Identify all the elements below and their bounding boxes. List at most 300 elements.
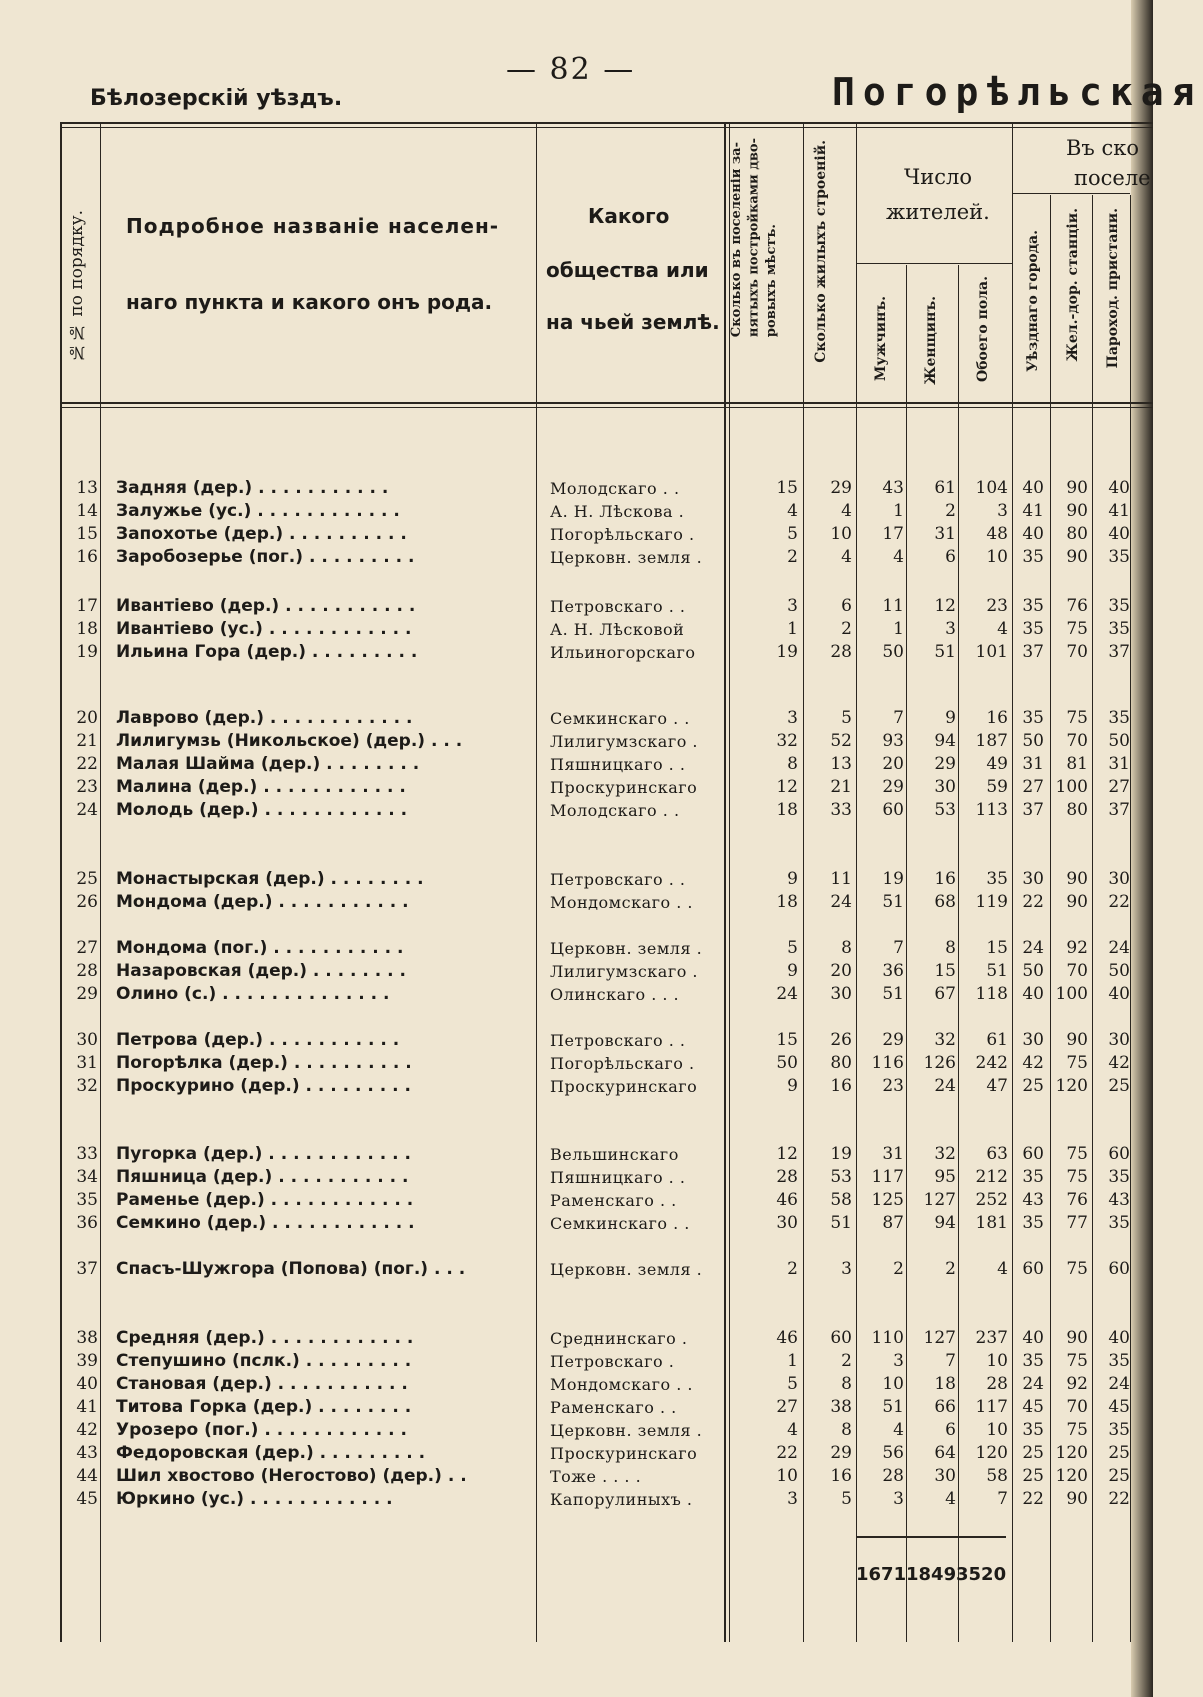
row-number: 15 xyxy=(76,524,98,544)
row-number: 14 xyxy=(76,501,98,521)
dist-pier: 22 xyxy=(1108,892,1130,912)
households: 30 xyxy=(776,1213,798,1233)
men: 4 xyxy=(893,547,904,567)
total: 119 xyxy=(975,892,1008,912)
dist-station: 75 xyxy=(1066,1167,1088,1187)
table-row xyxy=(0,1029,1153,1052)
row-number: 35 xyxy=(76,1190,98,1210)
table-row xyxy=(0,1419,1153,1442)
dist-pier: 30 xyxy=(1108,869,1130,889)
dist-town: 60 xyxy=(1022,1259,1044,1279)
top-rule-thin xyxy=(60,127,1153,128)
row-number: 31 xyxy=(76,1053,98,1073)
households: 24 xyxy=(776,984,798,1004)
men: 29 xyxy=(882,777,904,797)
row-number: 36 xyxy=(76,1213,98,1233)
dist-station: 90 xyxy=(1066,1489,1088,1509)
settlement-name: Запохотье (дер.) . . . . . . . . . . xyxy=(116,524,407,544)
table-row xyxy=(0,1488,1153,1511)
dist-station: 92 xyxy=(1066,938,1088,958)
dist-station: 76 xyxy=(1066,596,1088,616)
table-row xyxy=(0,1189,1153,1212)
community-name: Молодскаго . . xyxy=(550,801,680,820)
header-rule xyxy=(60,402,1153,404)
households: 12 xyxy=(776,777,798,797)
totals-row xyxy=(0,1564,1153,1594)
table-row xyxy=(0,1350,1153,1373)
community-name: Проскуринскаго xyxy=(550,1444,698,1463)
total: 10 xyxy=(986,1420,1008,1440)
women: 2 xyxy=(945,501,956,521)
women: 18 xyxy=(934,1374,956,1394)
households: 10 xyxy=(776,1466,798,1486)
dist-town: 37 xyxy=(1022,800,1044,820)
dist-town: 35 xyxy=(1022,596,1044,616)
dist-town: 35 xyxy=(1022,547,1044,567)
dist-station: 100 xyxy=(1055,777,1088,797)
row-number: 37 xyxy=(76,1259,98,1279)
dist-station: 75 xyxy=(1066,1420,1088,1440)
total: 61 xyxy=(986,1030,1008,1050)
households: 1 xyxy=(787,619,798,639)
women: 29 xyxy=(934,754,956,774)
header-name-1: Подробное названіе населен- xyxy=(126,214,500,238)
settlement-name: Мондома (дер.) . . . . . . . . . . . xyxy=(116,892,409,912)
header-muzh: Мужчинъ. xyxy=(873,296,889,382)
row-number: 26 xyxy=(76,892,98,912)
buildings: 2 xyxy=(841,1351,852,1371)
dist-station: 75 xyxy=(1066,1053,1088,1073)
uezd-title: Бѣлозерскій уѣздъ. xyxy=(90,86,343,111)
dist-pier: 50 xyxy=(1108,961,1130,981)
buildings: 4 xyxy=(841,547,852,567)
community-name: Семкинскаго . . xyxy=(550,709,690,728)
total: 23 xyxy=(986,596,1008,616)
settlement-name: Ивантіево (дер.) . . . . . . . . . . . xyxy=(116,596,416,616)
settlement-name: Пяшница (дер.) . . . . . . . . . . . xyxy=(116,1167,409,1187)
dist-station: 70 xyxy=(1066,961,1088,981)
table-row xyxy=(0,1258,1153,1281)
women: 7 xyxy=(945,1351,956,1371)
men: 4 xyxy=(893,1420,904,1440)
table-row xyxy=(0,753,1153,776)
total: 10 xyxy=(986,1351,1008,1371)
total: 187 xyxy=(975,731,1008,751)
dist-pier: 35 xyxy=(1108,1351,1130,1371)
dist-pier: 40 xyxy=(1108,478,1130,498)
men: 51 xyxy=(882,1397,904,1417)
dist-station: 120 xyxy=(1055,1443,1088,1463)
dist-pier: 45 xyxy=(1108,1397,1130,1417)
total: 49 xyxy=(986,754,1008,774)
community-name: Церковн. земля . xyxy=(550,1421,703,1440)
buildings: 8 xyxy=(841,1374,852,1394)
table-row xyxy=(0,937,1153,960)
community-name: Олинскаго . . . xyxy=(550,985,680,1004)
dist-town: 22 xyxy=(1022,1489,1044,1509)
total: 48 xyxy=(986,524,1008,544)
buildings: 52 xyxy=(830,731,852,751)
total: 59 xyxy=(986,777,1008,797)
dist-town: 24 xyxy=(1022,938,1044,958)
households: 4 xyxy=(787,501,798,521)
dist-pier: 50 xyxy=(1108,731,1130,751)
header-stroy: Сколько жилыхъ строеній. xyxy=(813,140,829,363)
dist-pier: 30 xyxy=(1108,1030,1130,1050)
dist-pier: 35 xyxy=(1108,708,1130,728)
households: 2 xyxy=(787,1259,798,1279)
community-name: Проскуринскаго xyxy=(550,1077,698,1096)
dist-town: 50 xyxy=(1022,961,1044,981)
buildings: 29 xyxy=(830,478,852,498)
dist-station: 76 xyxy=(1066,1190,1088,1210)
dist-pier: 35 xyxy=(1108,596,1130,616)
dist-pier: 37 xyxy=(1108,642,1130,662)
settlement-name: Олино (с.) . . . . . . . . . . . . . . xyxy=(116,984,390,1004)
dist-town: 40 xyxy=(1022,478,1044,498)
households: 32 xyxy=(776,731,798,751)
women: 67 xyxy=(934,984,956,1004)
dist-town: 25 xyxy=(1022,1466,1044,1486)
men: 36 xyxy=(882,961,904,981)
buildings: 20 xyxy=(830,961,852,981)
header-zhit-1: Число xyxy=(904,165,972,189)
men: 43 xyxy=(882,478,904,498)
men: 7 xyxy=(893,708,904,728)
men: 110 xyxy=(871,1328,904,1348)
men: 7 xyxy=(893,938,904,958)
settlement-name: Мондома (пог.) . . . . . . . . . . . xyxy=(116,938,404,958)
dist-town: 35 xyxy=(1022,619,1044,639)
buildings: 16 xyxy=(830,1076,852,1096)
dist-station: 77 xyxy=(1066,1213,1088,1233)
total: 10 xyxy=(986,547,1008,567)
men: 56 xyxy=(882,1443,904,1463)
buildings: 4 xyxy=(841,501,852,521)
buildings: 29 xyxy=(830,1443,852,1463)
total: 63 xyxy=(986,1144,1008,1164)
total: 4 xyxy=(997,619,1008,639)
households: 22 xyxy=(776,1443,798,1463)
men: 17 xyxy=(882,524,904,544)
header-dist-1: Въ ско xyxy=(1066,136,1139,160)
dist-town: 27 xyxy=(1022,777,1044,797)
dist-pier: 60 xyxy=(1108,1144,1130,1164)
men: 3 xyxy=(893,1489,904,1509)
women: 30 xyxy=(934,777,956,797)
men: 51 xyxy=(882,984,904,1004)
table-row xyxy=(0,868,1153,891)
row-number: 13 xyxy=(76,478,98,498)
dist-town: 24 xyxy=(1022,1374,1044,1394)
table-row xyxy=(0,1052,1153,1075)
community-name: Пяшницкаго . . xyxy=(550,755,686,774)
dist-town: 40 xyxy=(1022,984,1044,1004)
row-number: 25 xyxy=(76,869,98,889)
settlement-name: Залужье (ус.) . . . . . . . . . . . . xyxy=(116,501,400,521)
total-both: 3520 xyxy=(956,1564,1007,1585)
dist-station: 100 xyxy=(1055,984,1088,1004)
dist-station: 75 xyxy=(1066,619,1088,639)
dist-station: 90 xyxy=(1066,478,1088,498)
header-num: №№ по порядку. xyxy=(67,210,87,363)
total: 113 xyxy=(975,800,1008,820)
dist-pier: 25 xyxy=(1108,1466,1130,1486)
row-number: 38 xyxy=(76,1328,98,1348)
total: 104 xyxy=(975,478,1008,498)
total: 120 xyxy=(975,1443,1008,1463)
row-number: 33 xyxy=(76,1144,98,1164)
table-row xyxy=(0,1327,1153,1350)
total: 212 xyxy=(975,1167,1008,1187)
community-name: Церковн. земля . xyxy=(550,939,703,958)
dist-town: 43 xyxy=(1022,1190,1044,1210)
buildings: 19 xyxy=(830,1144,852,1164)
settlement-name: Погорѣлка (дер.) . . . . . . . . . . xyxy=(116,1053,412,1073)
settlement-name: Назаровская (дер.) . . . . . . . . xyxy=(116,961,407,981)
total: 252 xyxy=(975,1190,1008,1210)
total: 101 xyxy=(975,642,1008,662)
table-row xyxy=(0,1373,1153,1396)
men: 125 xyxy=(871,1190,904,1210)
row-number: 40 xyxy=(76,1374,98,1394)
dist-town: 25 xyxy=(1022,1443,1044,1463)
table-row xyxy=(0,1465,1153,1488)
dist-town: 40 xyxy=(1022,524,1044,544)
dist-station: 75 xyxy=(1066,1144,1088,1164)
buildings: 53 xyxy=(830,1167,852,1187)
dist-town: 40 xyxy=(1022,1328,1044,1348)
buildings: 13 xyxy=(830,754,852,774)
buildings: 6 xyxy=(841,596,852,616)
community-name: Ильиногорскаго xyxy=(550,643,696,662)
dist-pier: 25 xyxy=(1108,1443,1130,1463)
women: 24 xyxy=(934,1076,956,1096)
households: 2 xyxy=(787,547,798,567)
households: 27 xyxy=(776,1397,798,1417)
subheader-rule xyxy=(856,263,1012,264)
total: 3 xyxy=(997,501,1008,521)
total: 117 xyxy=(975,1397,1008,1417)
dist-station: 75 xyxy=(1066,1351,1088,1371)
table-row xyxy=(0,1442,1153,1465)
dist-pier: 37 xyxy=(1108,800,1130,820)
dist-pier: 35 xyxy=(1108,619,1130,639)
row-number: 42 xyxy=(76,1420,98,1440)
header-oba: Обоего пола. xyxy=(975,276,991,382)
buildings: 5 xyxy=(841,1489,852,1509)
dist-pier: 24 xyxy=(1108,938,1130,958)
total: 58 xyxy=(986,1466,1008,1486)
community-name: Проскуринскаго xyxy=(550,778,698,797)
community-name: Раменскаго . . xyxy=(550,1398,677,1417)
households: 15 xyxy=(776,478,798,498)
settlement-name: Малая Шайма (дер.) . . . . . . . . xyxy=(116,754,420,774)
settlement-name: Ивантіево (ус.) . . . . . . . . . . . . xyxy=(116,619,412,639)
dist-station: 80 xyxy=(1066,800,1088,820)
table-row xyxy=(0,891,1153,914)
dist-pier: 43 xyxy=(1108,1190,1130,1210)
buildings: 3 xyxy=(841,1259,852,1279)
dist-station: 70 xyxy=(1066,1397,1088,1417)
settlement-name: Лилигумзь (Никольское) (дер.) . . . xyxy=(116,731,463,751)
buildings: 21 xyxy=(830,777,852,797)
women: 31 xyxy=(934,524,956,544)
dist-station: 90 xyxy=(1066,869,1088,889)
top-rule xyxy=(60,122,1153,124)
total: 181 xyxy=(975,1213,1008,1233)
buildings: 38 xyxy=(830,1397,852,1417)
men: 1 xyxy=(893,501,904,521)
households: 18 xyxy=(776,892,798,912)
volost-title: Погорѣльская xyxy=(832,70,1203,114)
subheader-rule xyxy=(1012,193,1130,194)
community-name: А. Н. Лѣсковой xyxy=(550,620,685,639)
men: 2 xyxy=(893,1259,904,1279)
dist-town: 35 xyxy=(1022,1167,1044,1187)
dist-pier: 40 xyxy=(1108,1328,1130,1348)
households: 28 xyxy=(776,1167,798,1187)
settlement-name: Пугорка (дер.) . . . . . . . . . . . . xyxy=(116,1144,411,1164)
dist-town: 35 xyxy=(1022,708,1044,728)
settlement-name: Проскурино (дер.) . . . . . . . . . xyxy=(116,1076,412,1096)
settlement-name: Шил хвостово (Негостово) (дер.) . . xyxy=(116,1466,467,1486)
women: 51 xyxy=(934,642,956,662)
total-women: 1849 xyxy=(906,1564,957,1585)
buildings: 8 xyxy=(841,938,852,958)
row-number: 44 xyxy=(76,1466,98,1486)
dist-pier: 27 xyxy=(1108,777,1130,797)
households: 15 xyxy=(776,1030,798,1050)
men: 28 xyxy=(882,1466,904,1486)
women: 2 xyxy=(945,1259,956,1279)
header-gorod: Уѣзднаго города. xyxy=(1025,230,1041,372)
table-row xyxy=(0,477,1153,500)
header-stanc: Жел.-дор. станціи. xyxy=(1065,208,1081,362)
dist-town: 37 xyxy=(1022,642,1044,662)
community-name: Церковн. земля . xyxy=(550,548,703,567)
women: 12 xyxy=(934,596,956,616)
row-number: 41 xyxy=(76,1397,98,1417)
header-obsh-2: общества или xyxy=(546,258,709,282)
row-number: 16 xyxy=(76,547,98,567)
community-name: Мондомскаго . . xyxy=(550,893,693,912)
community-name: Лилигумзскаго . xyxy=(550,962,698,981)
households: 5 xyxy=(787,524,798,544)
row-number: 23 xyxy=(76,777,98,797)
total: 4 xyxy=(997,1259,1008,1279)
men: 23 xyxy=(882,1076,904,1096)
women: 53 xyxy=(934,800,956,820)
households: 5 xyxy=(787,1374,798,1394)
women: 94 xyxy=(934,731,956,751)
community-name: Тоже . . . . xyxy=(550,1467,642,1486)
dist-station: 120 xyxy=(1055,1076,1088,1096)
dist-town: 30 xyxy=(1022,1030,1044,1050)
dist-station: 90 xyxy=(1066,501,1088,521)
settlement-name: Юркино (ус.) . . . . . . . . . . . . xyxy=(116,1489,393,1509)
dist-pier: 40 xyxy=(1108,524,1130,544)
women: 6 xyxy=(945,547,956,567)
buildings: 33 xyxy=(830,800,852,820)
total-men: 1671 xyxy=(856,1564,907,1585)
buildings: 8 xyxy=(841,1420,852,1440)
table-row xyxy=(0,546,1153,569)
women: 95 xyxy=(934,1167,956,1187)
header-dist-2: поселе xyxy=(1074,166,1151,190)
dist-station: 90 xyxy=(1066,547,1088,567)
total: 15 xyxy=(986,938,1008,958)
households: 3 xyxy=(787,1489,798,1509)
community-name: Церковн. земля . xyxy=(550,1260,703,1279)
households: 46 xyxy=(776,1328,798,1348)
households: 18 xyxy=(776,800,798,820)
settlement-name: Монастырская (дер.) . . . . . . . . xyxy=(116,869,424,889)
dist-station: 120 xyxy=(1055,1466,1088,1486)
dist-town: 31 xyxy=(1022,754,1044,774)
women: 32 xyxy=(934,1030,956,1050)
table-row xyxy=(0,960,1153,983)
men: 51 xyxy=(882,892,904,912)
settlement-name: Лаврово (дер.) . . . . . . . . . . . . xyxy=(116,708,413,728)
dist-pier: 41 xyxy=(1108,501,1130,521)
community-name: Среднинскаго . xyxy=(550,1329,688,1348)
men: 3 xyxy=(893,1351,904,1371)
dist-station: 75 xyxy=(1066,708,1088,728)
dist-town: 45 xyxy=(1022,1397,1044,1417)
community-name: Капорулиныхъ . xyxy=(550,1490,693,1509)
table-row xyxy=(0,1396,1153,1419)
row-number: 28 xyxy=(76,961,98,981)
men: 50 xyxy=(882,642,904,662)
women: 4 xyxy=(945,1489,956,1509)
men: 19 xyxy=(882,869,904,889)
households: 12 xyxy=(776,1144,798,1164)
dist-pier: 35 xyxy=(1108,1167,1130,1187)
men: 11 xyxy=(882,596,904,616)
table-row xyxy=(0,1212,1153,1235)
row-number: 18 xyxy=(76,619,98,639)
settlement-name: Становая (дер.) . . . . . . . . . . . xyxy=(116,1374,408,1394)
buildings: 60 xyxy=(830,1328,852,1348)
community-name: Погорѣльскаго . xyxy=(550,525,695,544)
buildings: 58 xyxy=(830,1190,852,1210)
women: 30 xyxy=(934,1466,956,1486)
header-dvor: Сколько въ поселеніи за- нятыхъ постройками дво- ровыхъ мѣстъ. xyxy=(729,138,780,338)
men: 117 xyxy=(871,1167,904,1187)
settlement-name: Средняя (дер.) . . . . . . . . . . . . xyxy=(116,1328,414,1348)
community-name: Погорѣльскаго . xyxy=(550,1054,695,1073)
table-row xyxy=(0,500,1153,523)
community-name: Петровскаго . . xyxy=(550,870,686,889)
buildings: 51 xyxy=(830,1213,852,1233)
women: 127 xyxy=(923,1328,956,1348)
men: 87 xyxy=(882,1213,904,1233)
buildings: 11 xyxy=(830,869,852,889)
women: 6 xyxy=(945,1420,956,1440)
dist-station: 90 xyxy=(1066,1328,1088,1348)
table-row xyxy=(0,1143,1153,1166)
community-name: Вельшинскаго xyxy=(550,1145,679,1164)
header-zhit-2: жителей. xyxy=(886,200,990,224)
settlement-name: Раменье (дер.) . . . . . . . . . . . . xyxy=(116,1190,414,1210)
dist-pier: 31 xyxy=(1108,754,1130,774)
row-number: 45 xyxy=(76,1489,98,1509)
households: 9 xyxy=(787,1076,798,1096)
table-row xyxy=(0,799,1153,822)
dist-town: 35 xyxy=(1022,1420,1044,1440)
households: 4 xyxy=(787,1420,798,1440)
